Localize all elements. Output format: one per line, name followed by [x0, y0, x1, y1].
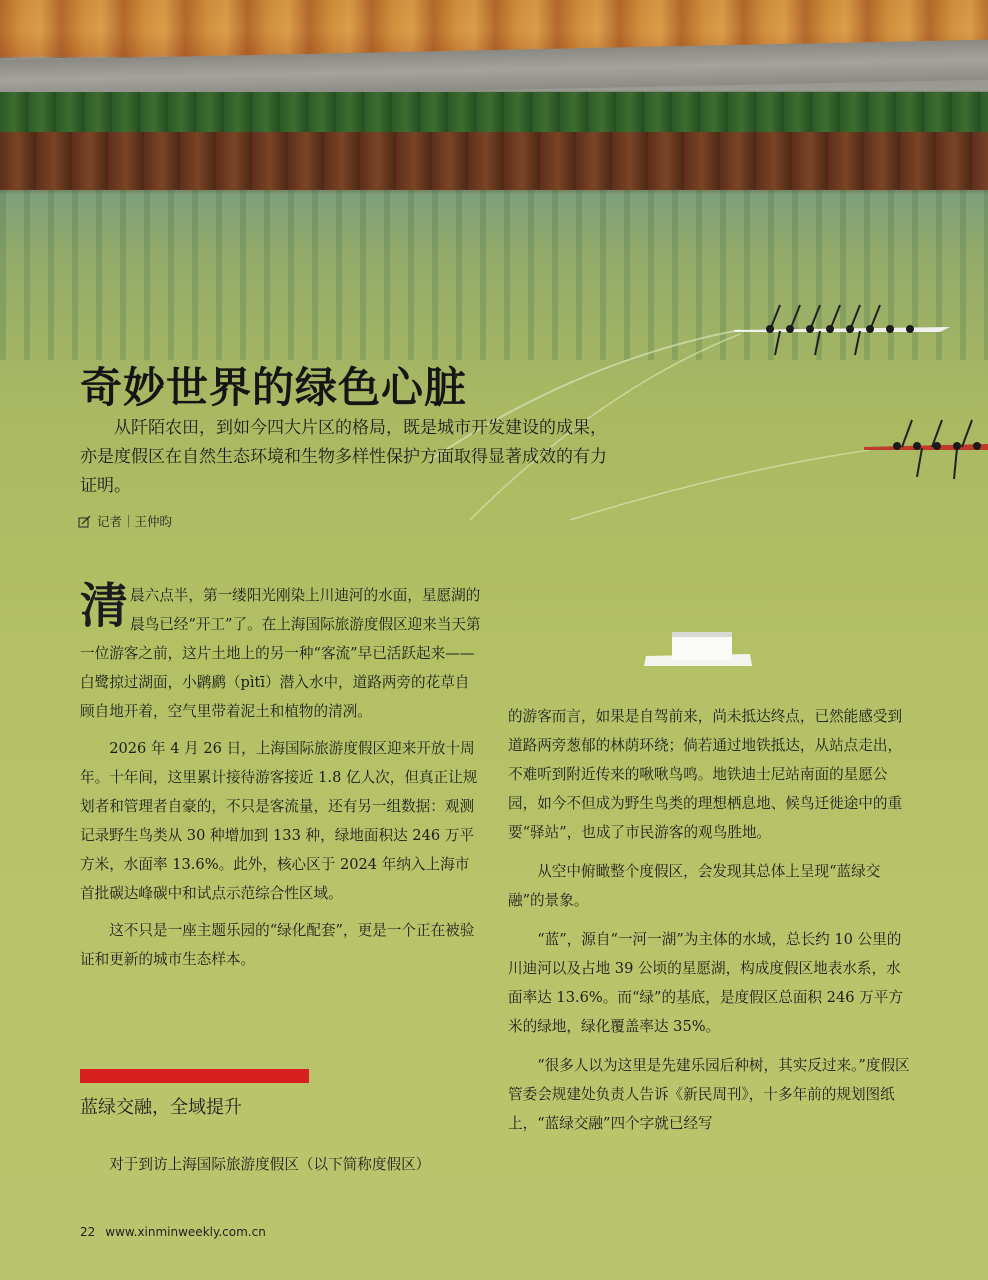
paragraph-4-start: 对于到访上海国际旅游度假区（以下简称度假区） [109, 1156, 431, 1173]
rowing-boat-1 [730, 300, 960, 360]
website-url: www.xinminweekly.com.cn [105, 1225, 266, 1239]
section-accent-bar [80, 1069, 309, 1083]
paragraph-3: 这不只是一座主题乐园的“绿化配套”，更是一个正在被验证和更新的城市生态样本。 [80, 922, 475, 968]
paragraph-2: 2026 年 4 月 26 日，上海国际旅游度假区迎来开放十周年。十年间，这里累计接待游客接近 1.8 亿人次，但真正让规划者和管理者自豪的，不只是客流量，还有另一组数据：观测记录野生鸟类从 30 种增加到 133 种，绿地面积达 246 万平方米，水面率 13.6%。此外，核心区于 2024 年纳入上海市首批碳达峰碳中和试点示范综合性区域。 [80, 740, 478, 902]
article-deck: 从阡陌农田，到如今四大片区的格局，既是城市开发建设的成果，亦是度假区在自然生态环境和生物多样性保护方面取得显著成效的有力证明。 [80, 418, 607, 496]
page-footer [80, 1225, 266, 1239]
paragraph-4-cont: 的游客而言，如果是自驾前来，尚未抵达终点，已然能感受到道路两旁葱郁的林荫环绕；倘若通过地铁抵达，从站点走出，不难听到附近传来的啾啾鸟鸣。地铁迪士尼站南面的星愿公园，如今不但成为野生鸟类的理想栖息地、候鸟迁徙途中的重要“驿站”，也成了市民游客的观鸟胜地。 [508, 708, 903, 841]
body-column-right [508, 702, 910, 1138]
byline [78, 512, 172, 530]
body-column-left [80, 578, 482, 974]
paragraph-6: “蓝”，源自“一河一湖”为主体的水域，总长约 10 公里的川迪河以及占地 39 公顷的星愿湖，构成度假区地表水系，水面率达 13.6%。而“绿”的基底，是度假区总面积 246 万平方米的绿地，绿化覆盖率达 35%。 [508, 931, 903, 1035]
paragraph-5: 从空中俯瞰整个度假区，会发现其总体上呈现“蓝绿交融”的景象。 [508, 863, 881, 909]
page-number: 22 [80, 1225, 96, 1239]
green-hedge [0, 92, 988, 132]
rowing-boat-2 [862, 415, 988, 485]
white-ferry [640, 626, 760, 672]
pen-icon [78, 515, 91, 528]
river-bank [0, 132, 988, 190]
byline-text: 记者｜王仲昀 [97, 514, 173, 529]
article-headline: 奇妙世界的绿色心脏 [80, 363, 468, 412]
paragraph-1 [80, 578, 482, 726]
drop-cap: 清 [80, 578, 129, 634]
paragraph-1-text: 晨六点半，第一缕阳光刚染上川迪河的水面，星愿湖的晨鸟已经“开工”了。在上海国际旅游度假区迎来当天第一位游客之前，这片土地上的另一种“客流”早已活跃起来——白鹭掠过湖面，小䴙䴘（pìtī）潜入水中，道路两旁的花草自顾自地开着，空气里带着泥土和植物的清冽。 [80, 587, 481, 720]
paragraph-7: “很多人以为这里是先建乐园后种树，其实反过来。”度假区管委会规建处负责人告诉《新民周刊》，十多年前的规划图纸上，“蓝绿交融”四个字就已经写 [508, 1057, 910, 1132]
body-column-left-tail [80, 1150, 482, 1179]
section-heading: 蓝绿交融，全域提升 [80, 1097, 242, 1118]
